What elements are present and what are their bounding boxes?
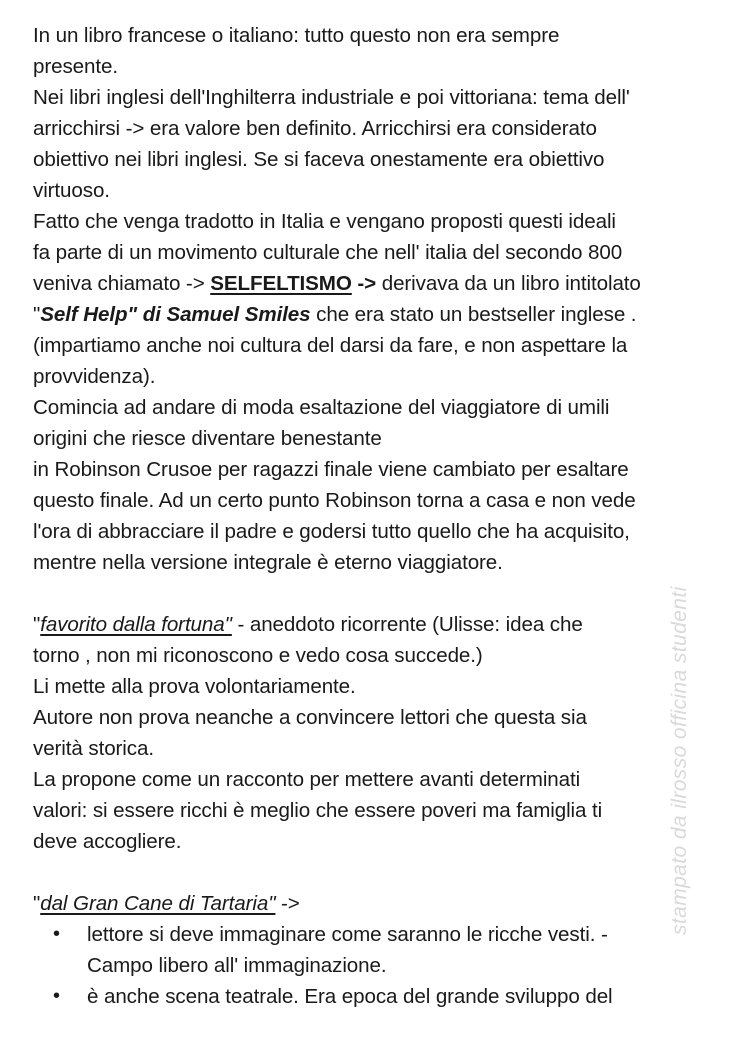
paragraph-line: Nei libri inglesi dell'Inghilterra industriale e poi vittoriana: tema dell'	[33, 86, 630, 109]
paragraph-line: (impartiamo anche noi cultura del darsi da fare, e non aspettare la	[33, 334, 628, 357]
paragraph-line: in Robinson Crusoe per ragazzi finale viene cambiato per esaltare	[33, 458, 629, 481]
bullet-line: è anche scena teatrale. Era epoca del grande sviluppo del	[87, 985, 613, 1008]
bullet-line: Campo libero all' immaginazione.	[87, 954, 387, 977]
book-title-self-help: Self Help" di Samuel Smiles	[40, 303, 311, 326]
paragraph-line: questo finale. Ad un certo punto Robinson torna a casa e non vede	[33, 489, 636, 512]
text-run: che era stato un bestseller inglese .	[310, 303, 637, 326]
paragraph-line	[33, 299, 723, 330]
paragraph-line: fa parte di un movimento culturale che nell' italia del secondo 800	[33, 241, 623, 264]
blank-line	[33, 857, 723, 888]
arrow-text: ->	[351, 272, 377, 295]
paragraph-line: deve accogliere.	[33, 830, 182, 853]
paragraph-line: presente.	[33, 55, 118, 78]
paragraph-line: obiettivo nei libri inglesi. Se si faceva onestamente era obiettivo	[33, 148, 605, 171]
blank-line	[33, 578, 723, 609]
paragraph-line: torno , non mi riconoscono e vedo cosa succede.)	[33, 644, 483, 667]
paragraph-line: verità storica.	[33, 737, 154, 760]
paragraph-line: valori: si essere ricchi è meglio che essere poveri ma famiglia ti	[33, 799, 603, 822]
paragraph-line: Autore non prova neanche a convincere lettori che questa sia	[33, 706, 587, 729]
paragraph-line: provvidenza).	[33, 365, 156, 388]
paragraph-line: l'ora di abbracciare il padre e godersi tutto quello che ha acquisito,	[33, 520, 630, 543]
paragraph-line: Li mette alla prova volontariamente.	[33, 675, 356, 698]
quote-favorito-dalla-fortuna: favorito dalla fortuna"	[40, 613, 232, 636]
quote-mark: "	[33, 892, 41, 915]
selfeltismo-term: SELFELTISMO	[210, 272, 352, 295]
text-run: derivava da un libro intitolato	[376, 272, 641, 295]
bullet-list-item	[33, 981, 723, 1012]
paragraph-line: In un libro francese o italiano: tutto questo non era sempre	[33, 24, 560, 47]
bullet-icon: •	[53, 923, 60, 945]
bullet-line: lettore si deve immaginare come saranno le ricche vesti. -	[87, 923, 608, 946]
text-run: - aneddoto ricorrente (Ulisse: idea che	[231, 613, 583, 636]
quote-mark: "	[33, 613, 41, 636]
text-run: veniva chiamato ->	[33, 272, 211, 295]
paragraph-line: La propone come un racconto per mettere avanti determinati	[33, 768, 581, 791]
document-body	[33, 20, 723, 1012]
paragraph-line: virtuoso.	[33, 179, 110, 202]
paragraph-line: Fatto che venga tradotto in Italia e vengano proposti questi ideali	[33, 210, 616, 233]
watermark: stampato da ilrosso officina studenti	[668, 586, 691, 935]
quote-mark: "	[33, 303, 41, 326]
paragraph-line: mentre nella versione integrale è eterno viaggiatore.	[33, 551, 503, 574]
paragraph-line: origini che riesce diventare benestante	[33, 427, 382, 450]
bullet-icon: •	[53, 985, 60, 1007]
bullet-list-item	[33, 919, 723, 981]
paragraph-line: Comincia ad andare di moda esaltazione del viaggiatore di umili	[33, 396, 610, 419]
paragraph-line	[33, 609, 723, 640]
text-run: ->	[275, 892, 300, 915]
paragraph-line	[33, 268, 723, 299]
paragraph-line	[33, 888, 723, 919]
paragraph-line: arricchirsi -> era valore ben definito. Arricchirsi era considerato	[33, 117, 597, 140]
quote-dal-gran-cane: dal Gran Cane di Tartaria"	[40, 892, 276, 915]
